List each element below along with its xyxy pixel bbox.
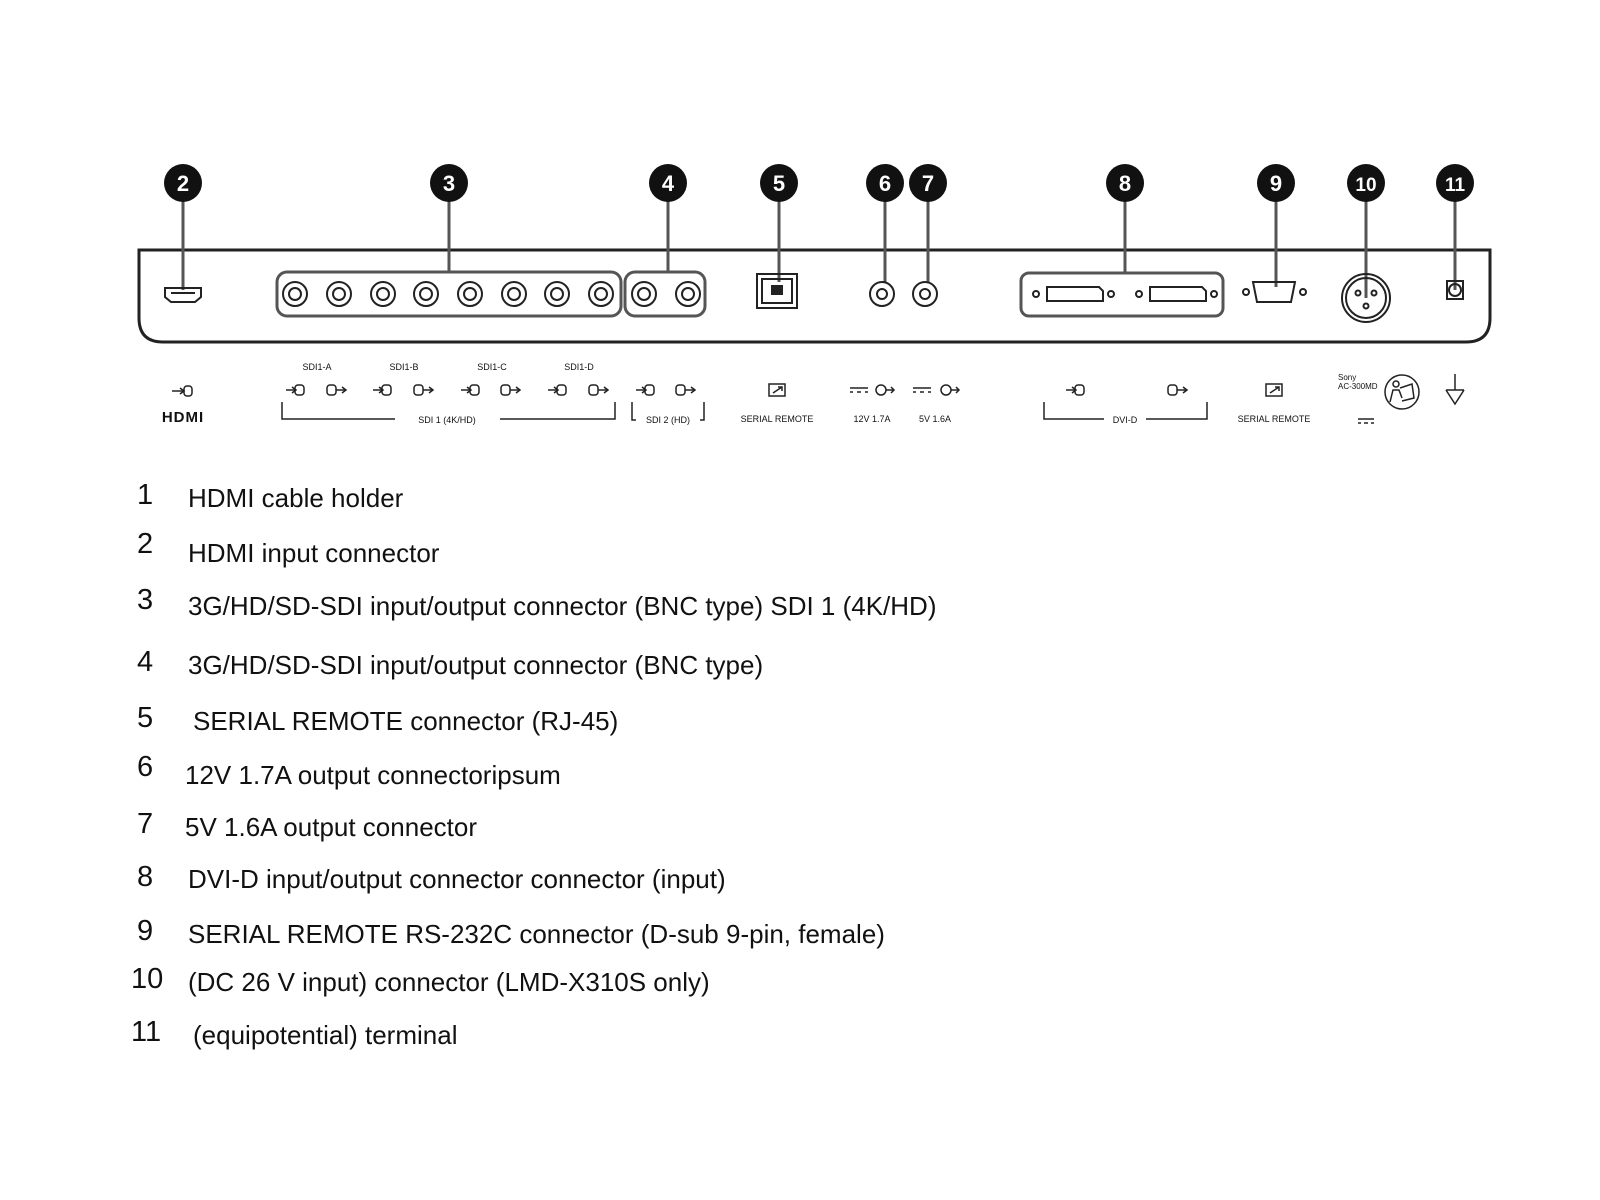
callout-9 (1257, 164, 1295, 202)
callout-3 (430, 164, 468, 202)
svg-text:2: 2 (176, 171, 190, 196)
legend-desc: 12V 1.7A output connectoripsum (185, 760, 561, 790)
legend-desc: 3G/HD/SD-SDI input/output connector (BNC type) (188, 650, 764, 680)
dc-output-12v-icon (850, 385, 894, 395)
hdmi-connector (165, 288, 201, 302)
legend-num: 9 (137, 915, 154, 947)
sony-label: Sony (1338, 373, 1357, 382)
legend-desc: 5V 1.6A output connector (185, 812, 477, 842)
dc-12v-jack (870, 282, 894, 306)
callout-10 (1347, 164, 1385, 202)
legend-desc: (DC 26 V input) connector (LMD-X310S only) (188, 967, 710, 997)
svg-text:3: 3 (442, 171, 456, 196)
dc-output-5v-icon (913, 385, 959, 395)
svg-text:SDI1-B: SDI1-B (389, 362, 419, 372)
serial-remote-icon (769, 384, 785, 396)
dvi-connector-group (1021, 273, 1223, 316)
svg-text:HDMI: HDMI (161, 409, 205, 426)
callout-6 (866, 164, 904, 202)
sdi2-bnc-connectors (632, 282, 700, 306)
svg-text:SDI1-A: SDI1-A (302, 362, 332, 372)
legend-num: 4 (137, 646, 154, 678)
legend-num: 11 (131, 1016, 162, 1048)
legend-desc: (equipotential) terminal (193, 1020, 458, 1050)
callout-2 (164, 164, 202, 202)
svg-text:5: 5 (772, 171, 786, 196)
input-arrow-icon (172, 386, 192, 396)
dvi-connectors (1033, 287, 1217, 301)
legend-num: 1 (137, 479, 154, 511)
dc-5v-jack (913, 282, 937, 306)
legend-num: 6 (137, 751, 154, 783)
callout-8 (1106, 164, 1144, 202)
callout-4 (649, 164, 687, 202)
svg-text:7: 7 (921, 171, 935, 196)
svg-text:6: 6 (878, 171, 892, 196)
legend-num: 2 (137, 528, 154, 560)
legend-desc: 3G/HD/SD-SDI input/output connector (BNC type) SDI 1 (4K/HD) (188, 591, 937, 621)
svg-text:9: 9 (1269, 171, 1283, 196)
svg-text:SDI1-C: SDI1-C (477, 362, 507, 372)
svg-text:4: 4 (661, 171, 675, 196)
equipotential-icon (1446, 374, 1464, 404)
serial-remote-rs232-label: SERIAL REMOTE (1237, 414, 1311, 424)
adapter-model-label: AC-300MD (1338, 382, 1378, 391)
dc-12v-label: 12V 1.7A (853, 414, 891, 424)
sdi2-group-label: SDI 2 (HD) (645, 415, 691, 425)
legend-desc: HDMI input connector (188, 538, 440, 568)
dc-input-symbol-icon (1358, 419, 1374, 423)
hdmi-label (162, 386, 204, 426)
in-out-arrow-icons (286, 385, 1187, 395)
rear-panel-diagram (0, 0, 1600, 460)
svg-text:10: 10 (1355, 175, 1377, 196)
read-manual-icon (1385, 375, 1419, 409)
dvi-group-label: DVI-D (1112, 415, 1138, 425)
callout-5 (760, 164, 798, 202)
serial-remote-label: SERIAL REMOTE (740, 414, 814, 424)
legend-desc: SERIAL REMOTE RS-232C connector (D-sub 9-pin, female) (188, 919, 885, 949)
legend-desc: HDMI cable holder (188, 483, 404, 513)
legend-num: 5 (137, 702, 154, 734)
sdi1-labels (302, 362, 594, 372)
sdi1-group-label: SDI 1 (4K/HD) (418, 415, 476, 425)
legend-desc: SERIAL REMOTE connector (RJ-45) (193, 706, 619, 736)
svg-text:11: 11 (1444, 175, 1466, 196)
rj45-connector (757, 274, 797, 308)
legend-num: 3 (137, 584, 154, 616)
callout-7 (909, 164, 947, 202)
legend-num: 10 (131, 963, 164, 995)
legend-num: 8 (137, 861, 154, 893)
legend-num: 7 (137, 808, 154, 840)
sdi1-bnc-connectors (283, 282, 613, 306)
callout-11 (1436, 164, 1474, 202)
dc-5v-label: 5V 1.6A (918, 414, 952, 424)
serial-remote-rs232-icon (1266, 384, 1282, 396)
svg-text:SDI1-D: SDI1-D (564, 362, 594, 372)
svg-text:8: 8 (1118, 171, 1132, 196)
legend-desc: DVI-D input/output connector connector (input) (188, 864, 726, 894)
panel-outline (139, 250, 1490, 342)
